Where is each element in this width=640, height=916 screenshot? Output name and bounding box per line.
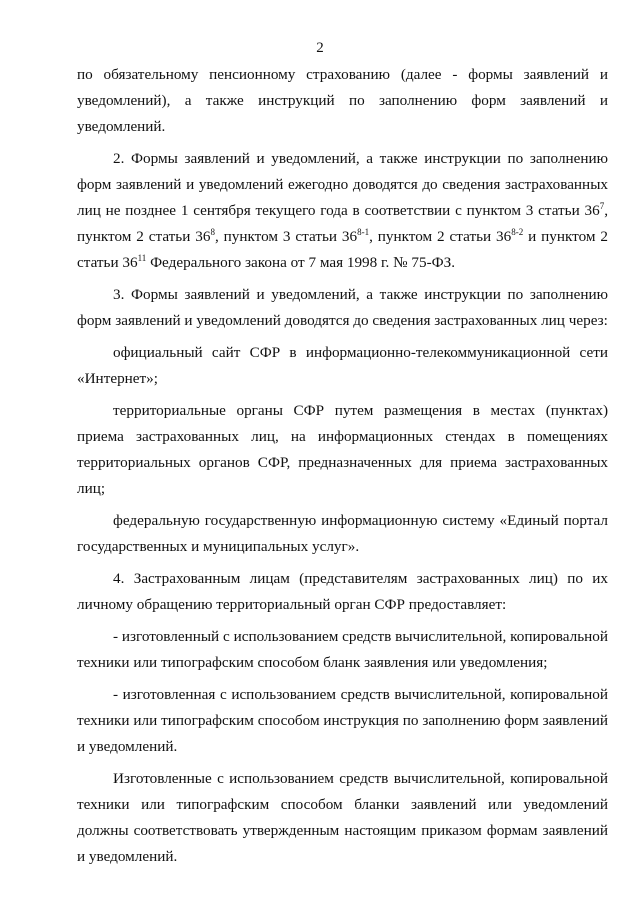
paragraph-forms-compliance: Изготовленные с использованием средств вычислительной, копировальной техники или типографским способом бланки заявлений или уведомлений должны соответствовать утвержденным настоящим приказом формам заявлений и уведомлений. [77, 770, 608, 865]
paragraph-2-text-d: , пунктом 2 статьи 36 [369, 228, 512, 245]
paragraph-2-text-c: , пунктом 3 статьи 36 [214, 228, 358, 245]
superscript-7: 7 [599, 201, 605, 211]
paragraph-2-text-f: Федерального закона от 7 мая 1998 г. № 75-ФЗ. [146, 254, 456, 271]
document-body [77, 62, 608, 876]
paragraph-2 [77, 146, 608, 276]
superscript-8-2: 8-2 [511, 227, 524, 237]
superscript-8: 8 [210, 227, 215, 237]
paragraph-territorial-bodies: территориальные органы СФР путем размещения в местах (пунктах) приема застрахованных лиц, на информационных стендах в помещениях территориальных органов СФР, предназначенных для приема застрахованных лиц; [77, 402, 608, 497]
list-item-instruction: - изготовленная с использованием средств вычислительной, копировальной техники или типографским способом инструкция по заполнению форм заявлений и уведомлений. [77, 686, 608, 755]
list-item-blank-form: - изготовленный с использованием средств вычислительной, копировальной техники или типографским способом бланк заявления или уведомления; [77, 628, 608, 671]
paragraph-2-text-b: , пунктом 2 статьи 36 [77, 202, 608, 245]
paragraph-2-text-e: и пунктом 2 статьи 36 [77, 228, 609, 271]
paragraph-official-site: официальный сайт СФР в информационно-телекоммуникационной сети «Интернет»; [77, 344, 608, 387]
paragraph-4: 4. Застрахованным лицам (представителям застрахованных лиц) по их личному обращению территориальный орган СФР предоставляет: [77, 570, 608, 613]
superscript-8-1: 8-1 [357, 227, 370, 237]
paragraph-unified-portal: федеральную государственную информационную систему «Единый портал государственных и муниципальных услуг». [77, 512, 608, 555]
superscript-11: 11 [137, 253, 147, 263]
page-number: 2 [316, 40, 324, 56]
paragraph-continuation: по обязательному пенсионному страхованию (далее - формы заявлений и уведомлений), а также инструкций по заполнению форм заявлений и уведомлений. [77, 66, 608, 135]
paragraph-3: 3. Формы заявлений и уведомлений, а также инструкции по заполнению форм заявлений и уведомлений доводятся до сведения застрахованных лиц через: [77, 286, 608, 329]
paragraph-2-text-a: 2. Формы заявлений и уведомлений, а также инструкции по заполнению форм заявлений и уведомлений ежегодно доводятся до сведения застрахованных лиц не позднее 1 сентября текущего года в соответствии с пунктом 3 статьи 36 [77, 150, 608, 219]
